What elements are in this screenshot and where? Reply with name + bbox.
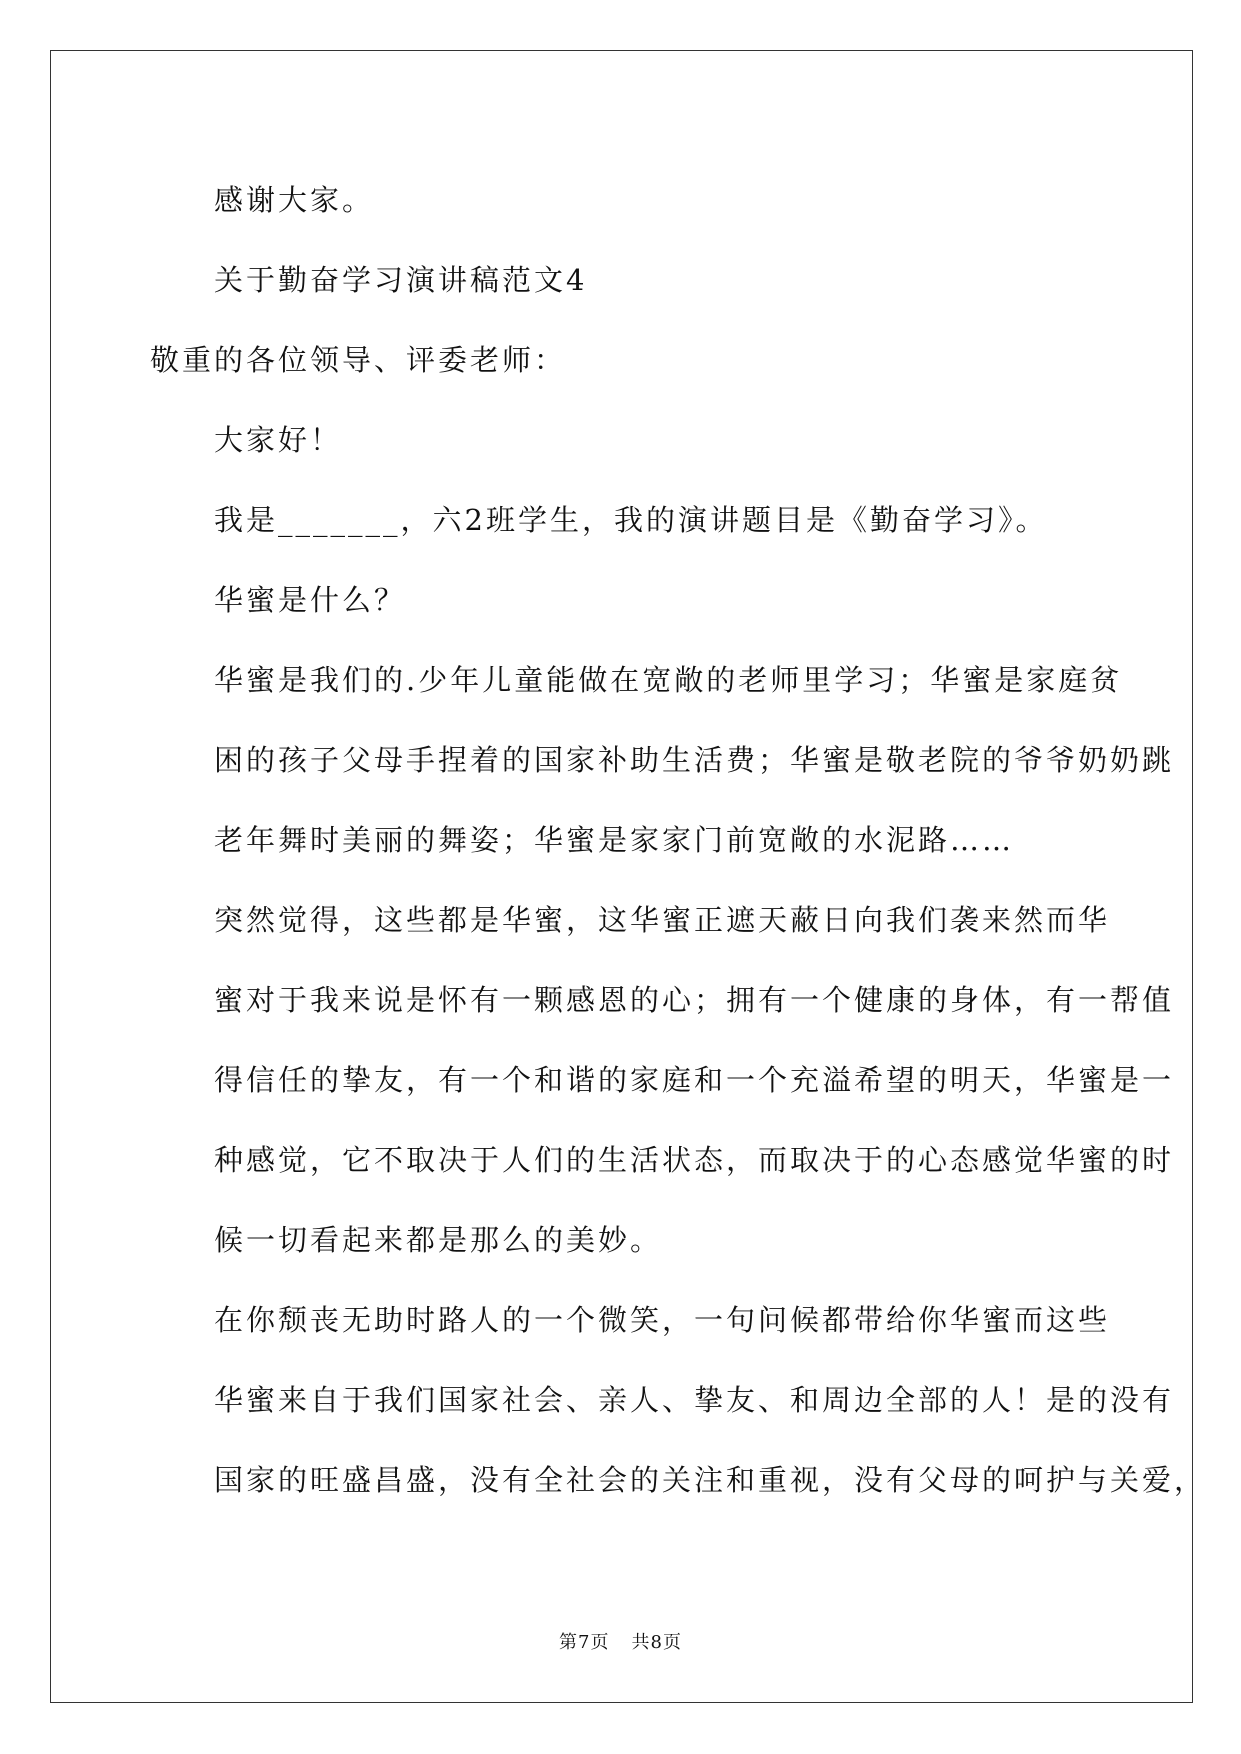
paragraph bbox=[150, 480, 1100, 560]
paragraph-line: 我是_______，六2班学生，我的演讲题目是《勤奋学习》。 bbox=[214, 503, 1048, 537]
document-body bbox=[150, 160, 1207, 1520]
paragraph-line: 困的孩子父母手捏着的国家补助生活费；华蜜是敬老院的爷爷奶奶跳 bbox=[214, 743, 1175, 777]
paragraph-line: 关于勤奋学习演讲稿范文4 bbox=[214, 263, 588, 297]
paragraph-line: 候一切看起来都是那么的美妙。 bbox=[214, 1223, 663, 1257]
paragraph-line: 敬重的各位领导、评委老师： bbox=[150, 343, 567, 377]
paragraph-line: 老年舞时美丽的舞姿；华蜜是家家门前宽敞的水泥路…… bbox=[214, 823, 1015, 857]
paragraph-line: 华蜜是什么？ bbox=[214, 583, 407, 617]
paragraph bbox=[150, 400, 1100, 480]
paragraph-line: 得信任的挚友，有一个和谐的家庭和一个充溢希望的明天，华蜜是一 bbox=[214, 1063, 1175, 1097]
page-footer bbox=[0, 1628, 1241, 1654]
paragraph-line: 突然觉得，这些都是华蜜，这华蜜正遮天蔽日向我们袭来然而华 bbox=[214, 903, 1111, 937]
paragraph bbox=[150, 880, 1175, 1280]
paragraph-line: 国家的旺盛昌盛，没有全社会的关注和重视，没有父母的呵护与关爱， bbox=[214, 1463, 1207, 1497]
paragraph bbox=[150, 640, 1175, 880]
paragraph-line: 华蜜来自于我们国家社会、亲人、挚友、和周边全部的人！是的没有 bbox=[214, 1383, 1175, 1417]
paragraph-line: 在你颓丧无助时路人的一个微笑，一句问候都带给你华蜜而这些 bbox=[214, 1303, 1111, 1337]
page-number-total: 共8页 bbox=[631, 1632, 682, 1653]
paragraph bbox=[150, 160, 1100, 240]
paragraph-line: 华蜜是我们的.少年儿童能做在宽敞的老师里学习；华蜜是家庭贫 bbox=[214, 663, 1123, 697]
paragraph bbox=[150, 320, 1100, 400]
paragraph-line: 蜜对于我来说是怀有一颗感恩的心；拥有一个健康的身体，有一帮值 bbox=[214, 983, 1175, 1017]
paragraph bbox=[150, 560, 1100, 640]
paragraph bbox=[150, 1280, 1207, 1520]
paragraph-line: 大家好！ bbox=[214, 423, 343, 457]
paragraph-line: 种感觉，它不取决于人们的生活状态，而取决于的心态感觉华蜜的时 bbox=[214, 1143, 1175, 1177]
page-number-current: 第7页 bbox=[559, 1632, 610, 1653]
paragraph bbox=[150, 240, 1100, 320]
paragraph-line: 感谢大家。 bbox=[214, 183, 375, 217]
